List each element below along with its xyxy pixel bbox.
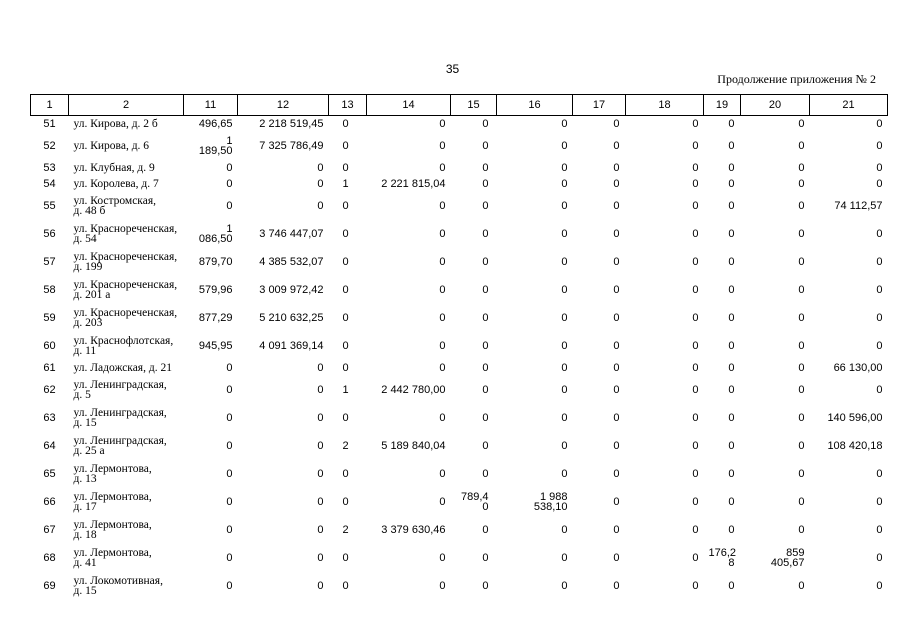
cell-col-17: 0 (613, 340, 620, 352)
cell-col-13: 0 (342, 312, 349, 324)
cell-col-14: 0 (439, 256, 446, 268)
cell-col-19: 0 (728, 524, 735, 536)
cell-col-18: 0 (692, 362, 699, 374)
cell-col-17: 0 (613, 162, 620, 174)
cell-col-15: 0 (482, 162, 489, 174)
cell-col-18: 0 (692, 524, 699, 536)
table-row (31, 248, 888, 276)
cell-col-16: 0 (561, 362, 568, 374)
row-number-cell: 63 (43, 412, 56, 424)
header-col-16: 16 (497, 95, 573, 116)
cell-col-16: 0 (561, 580, 568, 592)
cell-col-14: 0 (439, 362, 446, 374)
cell-col-19: 0 (728, 178, 735, 190)
cell-col-17: 0 (613, 440, 620, 452)
cell-col-11: 0 (226, 496, 233, 508)
cell-col-15: 0 (482, 440, 489, 452)
cell-col-19: 176,2 8 (708, 547, 737, 569)
cell-col-18: 0 (692, 552, 699, 564)
row-number-cell: 67 (43, 524, 56, 536)
cell-col-20: 0 (798, 412, 805, 424)
cell-col-11: 0 (226, 200, 233, 212)
cell-col-13: 0 (342, 552, 349, 564)
cell-col-19: 0 (728, 118, 735, 130)
table-row (31, 304, 888, 332)
address-cell: ул. Лермонтова, д. 13 (73, 463, 152, 485)
cell-col-21: 0 (876, 118, 883, 130)
cell-col-21: 0 (876, 340, 883, 352)
row-number-cell: 57 (43, 256, 56, 268)
cell-col-17: 0 (613, 384, 620, 396)
appendix-continuation-note: Продолжение приложения № 2 (717, 72, 876, 86)
cell-col-12: 4 385 532,07 (259, 256, 324, 268)
table-row (31, 360, 888, 376)
cell-col-13: 0 (342, 118, 349, 130)
cell-col-11: 496,65 (198, 118, 233, 130)
header-col-12: 12 (238, 95, 329, 116)
cell-col-15: 0 (482, 118, 489, 130)
cell-col-18: 0 (692, 140, 699, 152)
table-row (31, 332, 888, 360)
row-number-cell: 66 (43, 496, 56, 508)
cell-col-21: 108 420,18 (827, 440, 883, 452)
row-number-cell: 58 (43, 284, 56, 296)
cell-col-20: 0 (798, 256, 805, 268)
cell-col-19: 0 (728, 340, 735, 352)
cell-col-18: 0 (692, 178, 699, 190)
cell-col-13: 0 (342, 496, 349, 508)
cell-col-12: 0 (317, 552, 324, 564)
cell-col-11: 0 (226, 362, 233, 374)
header-col-21: 21 (810, 95, 888, 116)
cell-col-15: 0 (482, 178, 489, 190)
cell-col-18: 0 (692, 412, 699, 424)
cell-col-12: 0 (317, 468, 324, 480)
cell-col-16: 0 (561, 118, 568, 130)
cell-col-14: 0 (439, 200, 446, 212)
row-number-cell: 56 (43, 228, 56, 240)
cell-col-21: 0 (876, 284, 883, 296)
cell-col-17: 0 (613, 228, 620, 240)
cell-col-16: 0 (561, 552, 568, 564)
cell-col-14: 3 379 630,46 (381, 524, 446, 536)
address-cell: ул. Лермонтова, д. 41 (73, 547, 152, 569)
cell-col-12: 5 210 632,25 (259, 312, 324, 324)
cell-col-21: 0 (876, 256, 883, 268)
cell-col-12: 0 (317, 440, 324, 452)
cell-col-20: 0 (798, 118, 805, 130)
cell-col-20: 0 (798, 384, 805, 396)
cell-col-17: 0 (613, 362, 620, 374)
cell-col-18: 0 (692, 200, 699, 212)
cell-col-18: 0 (692, 580, 699, 592)
cell-col-16: 0 (561, 312, 568, 324)
cell-col-18: 0 (692, 162, 699, 174)
header-col-18: 18 (626, 95, 704, 116)
cell-col-14: 2 442 780,00 (381, 384, 446, 396)
cell-col-12: 0 (317, 362, 324, 374)
cell-col-13: 0 (342, 284, 349, 296)
cell-col-14: 0 (439, 496, 446, 508)
cell-col-18: 0 (692, 284, 699, 296)
cell-col-14: 0 (439, 284, 446, 296)
cell-col-20: 0 (798, 140, 805, 152)
table-body (31, 116, 888, 601)
data-table (30, 94, 888, 600)
cell-col-16: 0 (561, 468, 568, 480)
cell-col-19: 0 (728, 228, 735, 240)
cell-col-14: 0 (439, 580, 446, 592)
row-number-cell: 60 (43, 340, 56, 352)
address-cell: ул. Ленинградская, д. 25 а (73, 435, 167, 457)
cell-col-11: 0 (226, 412, 233, 424)
cell-col-19: 0 (728, 468, 735, 480)
cell-col-15: 0 (482, 362, 489, 374)
cell-col-17: 0 (613, 524, 620, 536)
cell-col-21: 74 112,57 (834, 200, 883, 212)
cell-col-16: 0 (561, 340, 568, 352)
table-row (31, 116, 888, 133)
cell-col-11: 879,70 (198, 256, 233, 268)
row-number-cell: 65 (43, 468, 56, 480)
cell-col-18: 0 (692, 468, 699, 480)
cell-col-21: 0 (876, 162, 883, 174)
header-col-14: 14 (367, 95, 451, 116)
cell-col-13: 0 (342, 140, 349, 152)
cell-col-20: 0 (798, 524, 805, 536)
cell-col-13: 0 (342, 362, 349, 374)
table-row (31, 220, 888, 248)
cell-col-20: 0 (798, 200, 805, 212)
cell-col-12: 7 325 786,49 (259, 140, 324, 152)
cell-col-17: 0 (613, 552, 620, 564)
cell-col-21: 0 (876, 312, 883, 324)
cell-col-13: 2 (342, 524, 349, 536)
cell-col-19: 0 (728, 384, 735, 396)
cell-col-20: 0 (798, 496, 805, 508)
cell-col-13: 0 (342, 200, 349, 212)
cell-col-19: 0 (728, 440, 735, 452)
cell-col-21: 66 130,00 (833, 362, 883, 374)
cell-col-19: 0 (728, 256, 735, 268)
cell-col-14: 0 (439, 162, 446, 174)
cell-col-12: 0 (317, 178, 324, 190)
cell-col-14: 5 189 840,04 (381, 440, 446, 452)
cell-col-13: 0 (342, 162, 349, 174)
cell-col-15: 0 (482, 552, 489, 564)
row-number-cell: 55 (43, 200, 56, 212)
cell-col-20: 0 (798, 162, 805, 174)
cell-col-11: 0 (226, 468, 233, 480)
row-number-cell: 51 (43, 118, 56, 130)
address-cell: ул. Королева, д. 7 (73, 178, 159, 190)
row-number-cell: 62 (43, 384, 56, 396)
cell-col-15: 0 (482, 580, 489, 592)
cell-col-21: 0 (876, 140, 883, 152)
cell-col-20: 0 (798, 178, 805, 190)
cell-col-17: 0 (613, 140, 620, 152)
page-number: 35 (445, 62, 460, 76)
cell-col-20: 0 (798, 468, 805, 480)
header-col-1: 1 (31, 95, 69, 116)
cell-col-11: 0 (226, 384, 233, 396)
cell-col-15: 0 (482, 228, 489, 240)
header-col-11: 11 (184, 95, 238, 116)
cell-col-17: 0 (613, 200, 620, 212)
cell-col-19: 0 (728, 284, 735, 296)
cell-col-11: 0 (226, 162, 233, 174)
cell-col-18: 0 (692, 228, 699, 240)
cell-col-14: 0 (439, 118, 446, 130)
cell-col-11: 0 (226, 552, 233, 564)
cell-col-12: 2 218 519,45 (259, 118, 324, 130)
cell-col-20: 0 (798, 580, 805, 592)
address-cell: ул. Клубная, д. 9 (73, 162, 155, 174)
cell-col-18: 0 (692, 256, 699, 268)
table-row (31, 160, 888, 176)
header-col-19: 19 (704, 95, 741, 116)
cell-col-15: 0 (482, 312, 489, 324)
cell-col-16: 0 (561, 140, 568, 152)
cell-col-16: 0 (561, 162, 568, 174)
cell-col-11: 579,96 (198, 284, 233, 296)
cell-col-16: 0 (561, 178, 568, 190)
cell-col-11: 0 (226, 580, 233, 592)
cell-col-11: 0 (226, 178, 233, 190)
table-row (31, 192, 888, 220)
cell-col-15: 789,4 0 (460, 491, 489, 513)
cell-col-12: 0 (317, 524, 324, 536)
table-row (31, 376, 888, 404)
address-cell: ул. Ладожская, д. 21 (73, 362, 172, 374)
cell-col-16: 0 (561, 228, 568, 240)
cell-col-21: 0 (876, 228, 883, 240)
table-row (31, 544, 888, 572)
cell-col-15: 0 (482, 200, 489, 212)
cell-col-14: 2 221 815,04 (381, 178, 446, 190)
address-cell: ул. Костромская, д. 48 б (73, 195, 156, 217)
cell-col-12: 0 (317, 200, 324, 212)
cell-col-11: 1 086,50 (198, 223, 233, 245)
cell-col-14: 0 (439, 312, 446, 324)
cell-col-15: 0 (482, 140, 489, 152)
cell-col-19: 0 (728, 496, 735, 508)
cell-col-21: 0 (876, 496, 883, 508)
header-col-2: 2 (69, 95, 184, 116)
address-cell: ул. Краснореченская, д. 203 (73, 307, 178, 329)
cell-col-21: 0 (876, 178, 883, 190)
cell-col-14: 0 (439, 228, 446, 240)
cell-col-20: 0 (798, 228, 805, 240)
cell-col-16: 0 (561, 440, 568, 452)
cell-col-11: 1 189,50 (198, 135, 233, 157)
header-col-17: 17 (573, 95, 626, 116)
address-cell: ул. Краснореченская, д. 201 а (73, 279, 178, 301)
cell-col-13: 0 (342, 580, 349, 592)
cell-col-17: 0 (613, 256, 620, 268)
cell-col-18: 0 (692, 340, 699, 352)
cell-col-16: 0 (561, 284, 568, 296)
cell-col-19: 0 (728, 412, 735, 424)
cell-col-21: 140 596,00 (827, 412, 883, 424)
cell-col-18: 0 (692, 496, 699, 508)
cell-col-18: 0 (692, 440, 699, 452)
cell-col-13: 0 (342, 412, 349, 424)
address-cell: ул. Краснореченская, д. 54 (73, 223, 178, 245)
cell-col-19: 0 (728, 362, 735, 374)
table-row (31, 516, 888, 544)
cell-col-12: 0 (317, 384, 324, 396)
header-row (31, 95, 888, 116)
cell-col-13: 2 (342, 440, 349, 452)
cell-col-17: 0 (613, 412, 620, 424)
row-number-cell: 53 (43, 162, 56, 174)
cell-col-15: 0 (482, 384, 489, 396)
table-row (31, 488, 888, 516)
cell-col-18: 0 (692, 118, 699, 130)
cell-col-20: 859 405,67 (770, 547, 805, 569)
address-cell: ул. Кирова, д. 2 б (73, 118, 158, 130)
cell-col-21: 0 (876, 468, 883, 480)
cell-col-16: 0 (561, 412, 568, 424)
cell-col-17: 0 (613, 496, 620, 508)
cell-col-14: 0 (439, 552, 446, 564)
cell-col-17: 0 (613, 118, 620, 130)
address-cell: ул. Краснореченская, д. 199 (73, 251, 178, 273)
cell-col-11: 0 (226, 524, 233, 536)
cell-col-13: 0 (342, 468, 349, 480)
table-row (31, 132, 888, 160)
cell-col-11: 0 (226, 440, 233, 452)
table-row (31, 404, 888, 432)
cell-col-16: 0 (561, 524, 568, 536)
cell-col-12: 0 (317, 496, 324, 508)
address-cell: ул. Краснофлотская, д. 11 (73, 335, 174, 357)
table-row (31, 276, 888, 304)
cell-col-12: 0 (317, 412, 324, 424)
cell-col-18: 0 (692, 312, 699, 324)
cell-col-14: 0 (439, 140, 446, 152)
row-number-cell: 68 (43, 552, 56, 564)
cell-col-19: 0 (728, 200, 735, 212)
row-number-cell: 59 (43, 312, 56, 324)
cell-col-15: 0 (482, 412, 489, 424)
cell-col-16: 0 (561, 256, 568, 268)
cell-col-12: 3 746 447,07 (259, 228, 324, 240)
address-cell: ул. Ленинградская, д. 15 (73, 407, 167, 429)
cell-col-11: 877,29 (198, 312, 233, 324)
cell-col-20: 0 (798, 340, 805, 352)
cell-col-12: 0 (317, 162, 324, 174)
header-col-20: 20 (741, 95, 810, 116)
address-cell: ул. Лермонтова, д. 17 (73, 491, 152, 513)
cell-col-21: 0 (876, 580, 883, 592)
cell-col-21: 0 (876, 552, 883, 564)
row-number-cell: 61 (43, 362, 56, 374)
cell-col-15: 0 (482, 340, 489, 352)
cell-col-17: 0 (613, 284, 620, 296)
table-row (31, 176, 888, 192)
cell-col-20: 0 (798, 284, 805, 296)
cell-col-14: 0 (439, 340, 446, 352)
cell-col-13: 0 (342, 228, 349, 240)
cell-col-20: 0 (798, 362, 805, 374)
row-number-cell: 69 (43, 580, 56, 592)
cell-col-14: 0 (439, 468, 446, 480)
cell-col-20: 0 (798, 312, 805, 324)
header-col-15: 15 (451, 95, 497, 116)
cell-col-15: 0 (482, 468, 489, 480)
cell-col-17: 0 (613, 580, 620, 592)
cell-col-17: 0 (613, 312, 620, 324)
cell-col-16: 0 (561, 200, 568, 212)
cell-col-20: 0 (798, 440, 805, 452)
address-cell: ул. Кирова, д. 6 (73, 140, 150, 152)
cell-col-21: 0 (876, 384, 883, 396)
cell-col-15: 0 (482, 284, 489, 296)
address-cell: ул. Ленинградская, д. 5 (73, 379, 167, 401)
cell-col-12: 0 (317, 580, 324, 592)
cell-col-11: 945,95 (198, 340, 233, 352)
address-cell: ул. Лермонтова, д. 18 (73, 519, 152, 541)
table-row (31, 460, 888, 488)
cell-col-16: 0 (561, 384, 568, 396)
row-number-cell: 64 (43, 440, 56, 452)
cell-col-17: 0 (613, 468, 620, 480)
cell-col-19: 0 (728, 312, 735, 324)
table-header (31, 95, 888, 116)
cell-col-12: 3 009 972,42 (259, 284, 324, 296)
cell-col-16: 1 988 538,10 (533, 491, 568, 513)
table-row (31, 572, 888, 600)
cell-col-18: 0 (692, 384, 699, 396)
cell-col-19: 0 (728, 140, 735, 152)
row-number-cell: 52 (43, 140, 56, 152)
address-cell: ул. Локомотивная, д. 15 (73, 575, 163, 597)
cell-col-13: 0 (342, 256, 349, 268)
cell-col-15: 0 (482, 524, 489, 536)
cell-col-19: 0 (728, 580, 735, 592)
row-number-cell: 54 (43, 178, 56, 190)
cell-col-12: 4 091 369,14 (259, 340, 324, 352)
cell-col-13: 1 (342, 384, 349, 396)
cell-col-13: 1 (342, 178, 349, 190)
cell-col-19: 0 (728, 162, 735, 174)
cell-col-14: 0 (439, 412, 446, 424)
header-col-13: 13 (329, 95, 367, 116)
cell-col-15: 0 (482, 256, 489, 268)
cell-col-13: 0 (342, 340, 349, 352)
table-row (31, 432, 888, 460)
cell-col-17: 0 (613, 178, 620, 190)
cell-col-21: 0 (876, 524, 883, 536)
